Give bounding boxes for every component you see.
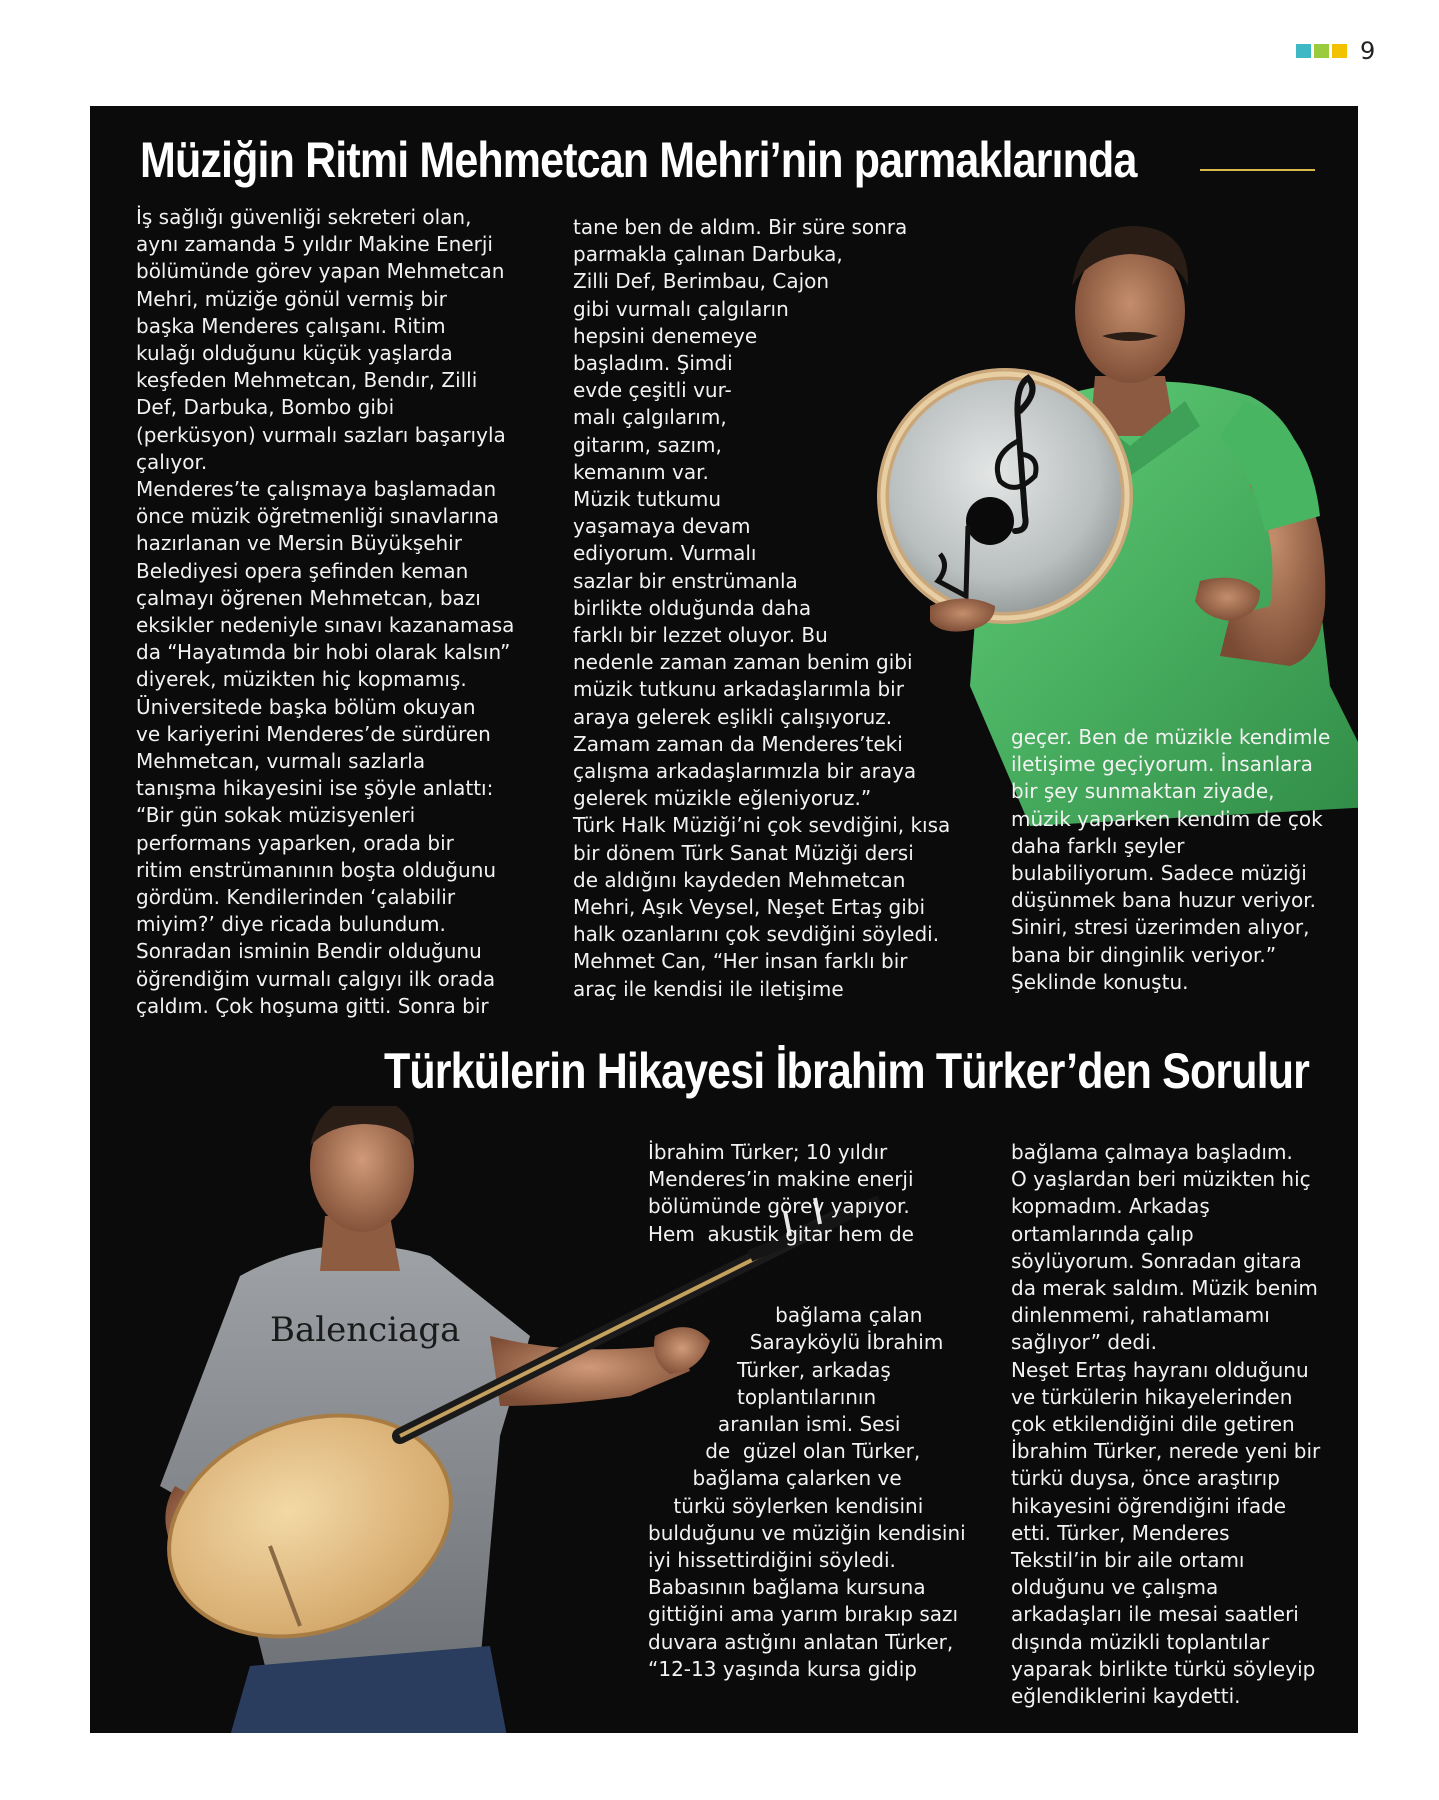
text-line: Siniri, stresi üzerimden alıyor, <box>1011 915 1310 940</box>
text-line: toplantılarının <box>648 1384 877 1409</box>
text-line: ortamlarında çalıp <box>1011 1221 1194 1246</box>
text-line: kopmadım. Arkadaş <box>1011 1194 1210 1219</box>
article1-column2 <box>573 214 950 1003</box>
text-line: Türker, arkadaş <box>648 1357 891 1382</box>
article1-column3 <box>1011 724 1330 996</box>
text-line: Üniversitede başka bölüm okuyan <box>136 694 476 719</box>
text-line: başladım. Şimdi <box>573 351 733 376</box>
text-line: Zilli Def, Berimbau, Cajon <box>573 269 830 294</box>
text-line: arkadaşları ile mesai saatleri <box>1011 1602 1299 1627</box>
marker-square-teal <box>1296 44 1311 58</box>
text-line: öğrendiğim vurmalı çalgıyı ilk orada <box>136 966 496 991</box>
text-line: ve türkülerin hikayelerinden <box>1011 1384 1293 1409</box>
text-line: sazlar bir enstrümanla <box>573 568 798 593</box>
text-line: O yaşlardan beri müzikten hiç <box>1011 1167 1311 1192</box>
text-line: Mehri, müziğe gönül vermiş bir <box>136 286 447 311</box>
text-line: performans yaparken, orada bir <box>136 830 454 855</box>
title-rule <box>1200 169 1315 171</box>
text-line: bağlama çalmaya başladım. <box>1011 1140 1293 1164</box>
text-line: bir şey sunmaktan ziyade, <box>1011 779 1275 804</box>
text-line: Belediyesi opera şefinden keman <box>136 558 469 583</box>
article2-title: Türkülerin Hikayesi İbrahim Türker’den Sorulur <box>384 1043 1310 1099</box>
article1-column1 <box>136 204 514 1020</box>
text-line: hazırlanan ve Mersin Büyükşehir <box>136 531 462 556</box>
text-line: “Bir gün sokak müzisyenleri <box>136 803 416 828</box>
text-line: malı çalgılarım, <box>573 405 727 430</box>
text-line: da merak saldım. Müzik benim <box>1011 1276 1318 1301</box>
text-line <box>648 1248 966 1275</box>
text-line: miyim?’ diye ricada bulundum. <box>136 912 446 937</box>
text-line: da “Hayatımda bir hobi olarak kalsın” <box>136 640 511 665</box>
text-line: Mehmet Can, “Her insan farklı bir <box>573 949 908 974</box>
text-line: tane ben de aldım. Bir süre sonra <box>573 215 908 239</box>
text-line: İbrahim Türker; 10 yıldır <box>648 1140 888 1164</box>
text-line <box>648 1275 966 1302</box>
marker-square-green <box>1314 44 1329 58</box>
text-line: Def, Darbuka, Bombo gibi <box>136 395 395 420</box>
text-line: araya gelerek eşlikli çalışıyoruz. <box>573 704 893 729</box>
text-line: çaldım. Çok hoşuma gitti. Sonra bir <box>136 993 489 1018</box>
text-line: de güzel olan Türker, <box>648 1439 921 1464</box>
text-line: çalıyor. <box>136 449 208 474</box>
text-line: etti. Türker, Menderes <box>1011 1520 1230 1545</box>
text-line: “12-13 yaşında kursa gidip <box>648 1656 917 1681</box>
text-line: birlikte olduğunda daha <box>573 595 812 620</box>
text-line: iletişime geçiyorum. İnsanlara <box>1011 752 1313 777</box>
text-line: gitarım, sazım, <box>573 432 722 457</box>
text-line: Menderes’te çalışmaya başlamadan <box>136 477 497 502</box>
text-line: eğlendiklerini kaydetti. <box>1011 1684 1241 1709</box>
text-line: Şeklinde konuştu. <box>1011 969 1189 994</box>
text-line: dinlenmemi, rahatlamamı <box>1011 1303 1270 1328</box>
text-line: ritim enstrümanının boşta olduğunu <box>136 857 497 882</box>
text-line: araç ile kendisi ile iletişime <box>573 976 844 1001</box>
text-line: Tekstil’in bir aile ortamı <box>1011 1548 1245 1573</box>
text-line: farklı bir lezzet oluyor. Bu <box>573 623 828 648</box>
text-line: söylüyorum. Sonradan gitara <box>1011 1248 1302 1273</box>
article2-column1 <box>648 1139 966 1683</box>
text-line: (perküsyon) vurmalı sazları başarıyla <box>136 422 506 447</box>
text-line: Menderes’in makine enerji <box>648 1167 914 1192</box>
text-line: kemanım var. <box>573 459 709 484</box>
text-line: sağlıyor” dedi. <box>1011 1330 1157 1355</box>
text-line: bulduğunu ve müziğin kendisini <box>648 1520 966 1545</box>
text-line: Zamam zaman da Menderes’teki <box>573 731 903 756</box>
page-marker <box>1296 37 1376 65</box>
text-line: Neşet Ertaş hayranı olduğunu <box>1011 1357 1309 1382</box>
text-line: tanışma hikayesini ise şöyle anlattı: <box>136 776 494 801</box>
text-line: Sarayköylü İbrahim <box>648 1330 944 1355</box>
text-line: hikayesini öğrendiğini ifade <box>1011 1493 1287 1518</box>
text-line: aranılan ismi. Sesi <box>648 1412 901 1437</box>
article-spread <box>90 106 1358 1733</box>
text-line: Müzik tutkumu <box>573 487 722 512</box>
page-number: 9 <box>1360 37 1376 65</box>
text-line: duvara astığını anlatan Türker, <box>648 1629 954 1654</box>
text-line: bölümünde görev yapan Mehmetcan <box>136 259 505 284</box>
text-line: önce müzik öğretmenliği sınavlarına <box>136 504 500 529</box>
text-line: Mehmetcan, vurmalı sazlarla <box>136 749 426 774</box>
text-line: İbrahim Türker, nerede yeni bir <box>1011 1439 1321 1464</box>
text-line: Mehri, Aşık Veysel, Neşet Ertaş gibi <box>573 895 926 920</box>
article2-column2 <box>1011 1139 1320 1710</box>
marker-square-yellow <box>1332 44 1347 58</box>
text-line: bağlama çalan <box>648 1303 923 1328</box>
text-line: daha farklı şeyler <box>1011 833 1185 858</box>
text-line: Babasının bağlama kursuna <box>648 1575 926 1600</box>
text-line: evde çeşitli vur- <box>573 378 732 403</box>
text-line: ve kariyerini Menderes’de sürdüren <box>136 721 491 746</box>
text-line: yaparak birlikte türkü söyleyip <box>1011 1656 1316 1681</box>
text-line: gördüm. Kendilerinden ‘çalabilir <box>136 885 456 910</box>
text-line: başka Menderes çalışanı. Ritim <box>136 313 446 338</box>
text-line: türkü söylerken kendisini <box>648 1493 924 1518</box>
text-line: gelerek müzikle eğleniyoruz.” <box>573 786 872 811</box>
text-line: bulabiliyorum. Sadece müziği <box>1011 861 1307 886</box>
text-line: dışında müzikli toplantılar <box>1011 1629 1270 1654</box>
text-line: halk ozanlarını çok sevdiğini söyledi. <box>573 922 940 947</box>
text-line: nedenle zaman zaman benim gibi <box>573 650 913 675</box>
text-line: çalmayı öğrenen Mehmetcan, bazı <box>136 585 481 610</box>
text-line: türkü duysa, önce araştırıp <box>1011 1466 1280 1491</box>
text-line: hepsini denemeye <box>573 323 758 348</box>
text-line: gittiğini ama yarım bırakıp sazı <box>648 1602 959 1627</box>
text-line: İş sağlığı güvenliği sekreteri olan, <box>136 205 472 229</box>
text-line: çok etkilendiğini dile getiren <box>1011 1412 1295 1437</box>
text-line: kulağı olduğunu küçük yaşlarda <box>136 341 453 366</box>
text-line: olduğunu ve çalışma <box>1011 1575 1219 1600</box>
text-line: bir dönem Türk Sanat Müziği dersi <box>573 840 914 865</box>
text-line: diyerek, müzikten hiç kopmamış. <box>136 667 467 692</box>
text-line: çalışma arkadaşlarımızla bir araya <box>573 759 917 784</box>
text-line: keşfeden Mehmetcan, Bendır, Zilli <box>136 368 478 393</box>
text-line: ediyorum. Vurmalı <box>573 541 757 566</box>
text-line: müzik yaparken kendim de çok <box>1011 806 1323 831</box>
text-line: Türk Halk Müziği’ni çok sevdiğini, kısa <box>573 813 951 838</box>
shirt-logo: Balenciaga <box>270 1310 461 1350</box>
text-line: de aldığını kaydeden Mehmetcan <box>573 867 906 892</box>
text-line: müzik tutkunu arkadaşlarımla bir <box>573 677 904 702</box>
text-line: aynı zamanda 5 yıldır Makine Enerji <box>136 232 493 257</box>
article1-title: Müziğin Ritmi Mehmetcan Mehri’nin parmaklarında <box>140 132 1137 188</box>
text-line: geçer. Ben de müzikle kendimle <box>1011 725 1331 749</box>
text-line: bölümünde görev yapıyor. <box>648 1194 910 1219</box>
text-line: bağlama çalarken ve <box>648 1466 902 1491</box>
text-line: Hem akustik gitar hem de <box>648 1221 914 1246</box>
text-line: Sonradan isminin Bendir olduğunu <box>136 939 482 964</box>
text-line: gibi vurmalı çalgıların <box>573 296 789 321</box>
text-line: yaşamaya devam <box>573 514 751 539</box>
text-line: düşünmek bana huzur veriyor. <box>1011 888 1316 913</box>
text-line: parmakla çalınan Darbuka, <box>573 242 843 267</box>
text-line: bana bir dinginlik veriyor.” <box>1011 942 1277 967</box>
text-line: iyi hissettirdiğini söyledi. <box>648 1548 896 1573</box>
text-line: eksikler nedeniyle sınavı kazanamasa <box>136 613 515 638</box>
